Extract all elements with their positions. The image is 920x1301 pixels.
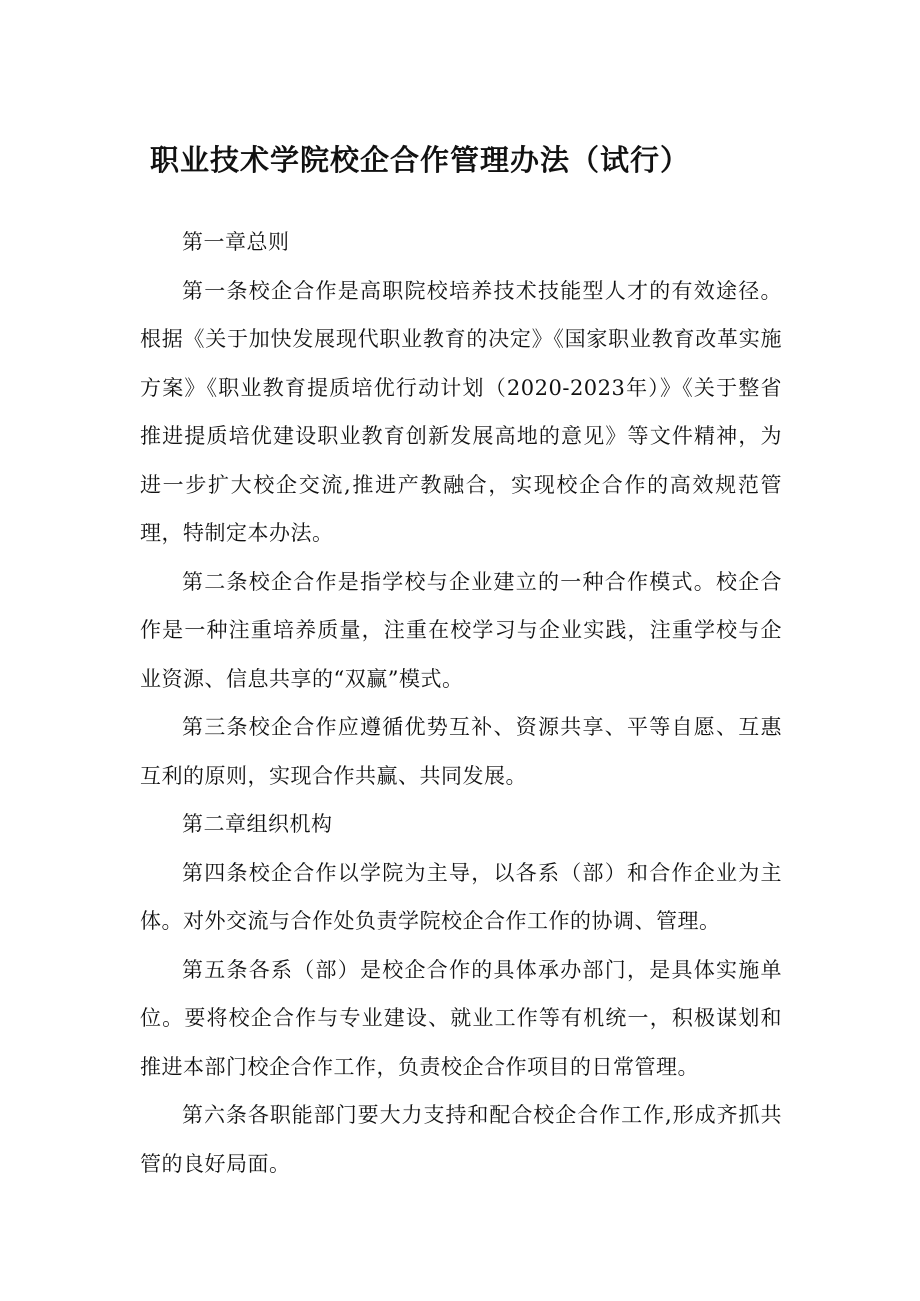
article-3: 第三条校企合作应遵循优势互补、资源共享、平等自愿、互惠互利的原则，实现合作共赢、共同发展。 (140, 715, 782, 788)
chapter-heading-1: 第一章总则 (182, 230, 290, 254)
article-4: 第四条校企合作以学院为主导，以各系（部）和合作企业为主体。对外交流与合作处负责学院校企合作工作的协调、管理。 (140, 860, 782, 933)
chapter-heading-2: 第二章组织机构 (182, 812, 333, 836)
article-5: 第五条各系（部）是校企合作的具体承办部门，是具体实施单位。要将校企合作与专业建设、就业工作等有机统一，积极谋划和推进本部门校企合作工作，负责校企合作项目的日常管理。 (140, 957, 782, 1079)
article-2: 第二条校企合作是指学校与企业建立的一种合作模式。校企合作是一种注重培养质量，注重在校学习与企业实践，注重学校与企业资源、信息共享的“双赢”模式。 (140, 569, 782, 691)
document-body (140, 218, 782, 1188)
document-title: 职业技术学院校企合作管理办法（试行） (150, 143, 691, 177)
article-1: 第一条校企合作是高职院校培养技术技能型人才的有效途径。根据《关于加快发展现代职业教育的决定》《国家职业教育改革实施方案》《职业教育提质培优行动计划（2020-2023年）》《关于整省推进提质培优建设职业教育创新发展高地的意见》等文件精神，为进一步扩大校企交流,推进产教融合，实现校企合作的高效规范管理，特制定本办法。 (140, 278, 782, 545)
article-6: 第六条各职能部门要大力支持和配合校企合作工作,形成齐抓共管的良好局面。 (140, 1103, 782, 1176)
